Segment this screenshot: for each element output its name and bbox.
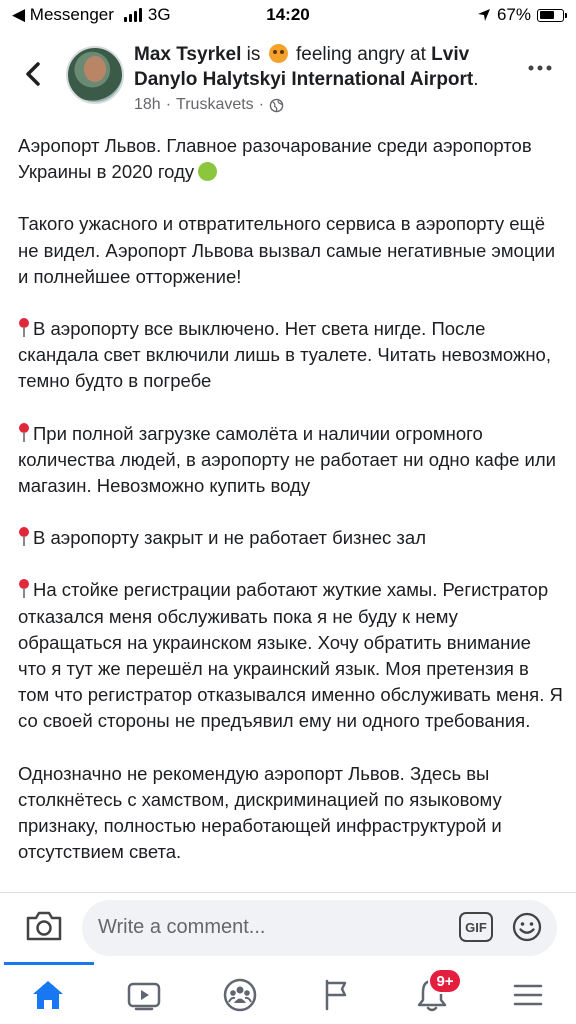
pushpin-icon <box>18 318 30 338</box>
post-body <box>18 133 563 893</box>
nav-notifications[interactable] <box>402 970 462 1020</box>
comment-input[interactable] <box>82 900 557 956</box>
smiley-icon[interactable] <box>511 911 543 943</box>
camera-icon[interactable] <box>24 909 64 943</box>
notifications-badge: 9+ <box>428 968 462 994</box>
place-link[interactable]: Lviv Danylo Halytskyi International Airport <box>134 44 474 90</box>
comment-bar <box>0 892 576 962</box>
paragraph <box>18 211 563 290</box>
author-name[interactable]: Max Tsyrkel <box>134 44 242 65</box>
paragraph-text: Однозначно не рекомендую аэропорт Львов. Здесь вы столкнётесь с хамством, дискриминацией по языковому признаку, полностью неработающей инфраструктурой и отсутствием света. <box>18 762 502 863</box>
nav-watch[interactable] <box>114 970 174 1020</box>
status-right <box>477 5 564 25</box>
post-location[interactable]: Truskavets <box>176 96 254 113</box>
battery-icon <box>537 9 564 22</box>
nav-menu[interactable] <box>498 970 558 1020</box>
verb-is: is <box>246 44 261 65</box>
paragraph-text: При полной загрузке самолёта и наличии огромного количества людей, в аэропорту не работает ни одно кафе или магазин. Невозможно купить воду <box>18 422 556 497</box>
paragraph <box>18 577 563 734</box>
nav-groups[interactable] <box>210 970 270 1020</box>
gif-button[interactable]: GIF <box>459 912 493 942</box>
paragraph-text: На стойке регистрации работают жуткие хамы. Регистратор отказался меня обслуживать пока я не буду к нему обращаться на украинском языке. Хочу обратить внимание что я тут же перешёл на украинский язык. Моя претензия в том что регистратор отказывался именно обслуживать меня. Я со своей стороны не предъявил ему ни одного требования. <box>18 579 563 732</box>
active-tab-indicator <box>4 962 94 965</box>
angry-face-icon <box>269 44 288 63</box>
paragraph <box>18 421 563 500</box>
paragraph <box>18 761 563 866</box>
bottom-navigation <box>0 962 576 1024</box>
watch-icon <box>126 979 162 1011</box>
nav-home[interactable] <box>18 970 78 1020</box>
pushpin-icon <box>18 527 30 547</box>
menu-icon <box>512 981 544 1009</box>
paragraph-text: Аэропорт Львов. Главное разочарование среди аэропортов Украины в 2020 году <box>18 135 532 183</box>
post-header <box>0 36 576 120</box>
post-meta <box>134 96 284 114</box>
nav-pages[interactable] <box>306 970 366 1020</box>
pushpin-icon <box>18 423 30 443</box>
groups-icon <box>222 977 258 1013</box>
post-title <box>134 42 519 92</box>
network-type: 3G <box>147 5 171 24</box>
comment-placeholder: Write a comment... <box>98 916 266 938</box>
status-bar <box>0 0 576 30</box>
paragraph <box>18 316 563 395</box>
more-options-icon[interactable] <box>526 58 554 78</box>
back-to-app-link[interactable]: ◀ Messenger <box>12 5 114 24</box>
location-arrow-icon <box>477 8 491 22</box>
meta-separator-2: · <box>258 96 265 113</box>
battery-percent: 67% <box>496 5 531 24</box>
back-arrow-icon[interactable] <box>18 54 48 94</box>
title-period: . <box>473 69 479 90</box>
paragraph-text: В аэропорту все выключено. Нет света нигде. После скандала свет включили лишь в туалете. Читать невозможно, темно будто в погребе <box>18 318 551 392</box>
home-icon <box>30 978 66 1012</box>
globe-icon <box>269 98 284 113</box>
paragraph <box>18 525 563 551</box>
paragraph-text: Такого ужасного и отвратительного сервиса в аэропорту ещё не видел. Аэропорт Львова вызвал самые негативные эмоции и полнейшее отторжение! <box>18 213 556 287</box>
author-avatar[interactable] <box>66 46 124 104</box>
meta-separator: · <box>165 96 172 113</box>
feeling-text: feeling angry at <box>295 44 426 65</box>
pages-flag-icon <box>319 978 353 1012</box>
pushpin-icon <box>18 579 30 599</box>
paragraph <box>18 133 563 185</box>
battery-level <box>540 11 555 19</box>
nauseated-face-icon <box>198 162 217 181</box>
status-time: 14:20 <box>266 5 310 24</box>
paragraph-text: В аэропорту закрыт и не работает бизнес зал <box>33 527 426 549</box>
post-time[interactable]: 18h <box>134 96 161 113</box>
